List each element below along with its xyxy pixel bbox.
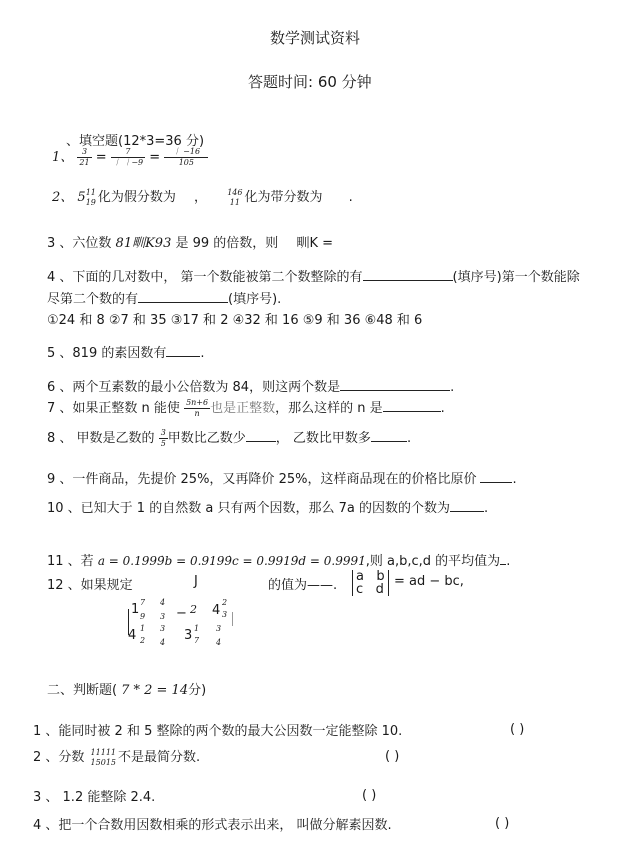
- q8-fraction: $\frac{3}{5}$: [160, 428, 166, 448]
- section2-heading-text: 二、判断题(: [47, 683, 118, 698]
- q12-det-9: 9: [140, 612, 146, 621]
- question-1: [52, 146, 208, 168]
- question-11: [47, 550, 510, 569]
- q12-det-1c: 1: [194, 624, 200, 633]
- q1-equals-2: =: [149, 150, 161, 165]
- judge-item-4-answer[interactable]: ( ): [495, 816, 510, 831]
- q3-text: 3 、六位数: [47, 236, 112, 251]
- q1-number: 1、: [52, 150, 74, 165]
- question-4-line-2: [47, 288, 281, 307]
- question-12: [47, 574, 133, 593]
- q4-blank-1[interactable]: [363, 268, 453, 281]
- q11-text: 11 、若: [47, 554, 94, 569]
- section1-heading: 、填空题(12*3=36 分): [66, 134, 205, 149]
- q12-det-4: 4: [160, 598, 166, 607]
- judge-item-3: 3 、 1.2 能整除 2.4.: [33, 790, 156, 805]
- q10-end: .: [483, 501, 489, 516]
- q12-det-4c: 4: [128, 628, 137, 643]
- q2-whole: 5: [77, 190, 86, 205]
- q4-text-2: 尽第二个数的有: [47, 292, 139, 307]
- q12-det-3e: 3: [216, 624, 222, 633]
- q10-text: 10 、已知大于 1 的自然数 a 只有两个因数，那么 7a 的因数的个数为: [47, 501, 450, 516]
- q4-text-1: 4 、下面的几对数中， 第一个数能被第二个数整除的有: [47, 270, 363, 285]
- q9-text: 9 、一件商品，先提价 25%，又再降价 25%，这样商品现在的价格比原价: [47, 472, 477, 487]
- q11-text-2: ,则 a,b,c,d 的平均值为: [365, 554, 501, 569]
- q2-text-1: 化为假分数为: [97, 190, 176, 205]
- q2-end: .: [348, 190, 353, 205]
- question-9: [47, 468, 517, 487]
- q12-det-3: 3: [160, 612, 166, 621]
- q7-text: 7 、如果正整数 n 能使: [47, 401, 180, 416]
- q1-fraction-3: $\frac{︱ -16}{105}$: [164, 147, 208, 168]
- question-4-options: ①24 和 8 ②7 和 35 ③17 和 2 ④32 和 16 ⑤9 和 36 ⑥48 和 6: [47, 313, 423, 328]
- q12-det-bar-right: [232, 612, 233, 626]
- q4-tail-1: (填序号)第一个数能除: [452, 270, 580, 285]
- section2-heading-expr: 7 * 2 = 14: [121, 683, 189, 698]
- question-8: [47, 427, 411, 449]
- q8-blank-2[interactable]: [371, 429, 407, 442]
- q5-blank[interactable]: [166, 344, 200, 357]
- document-subtitle: 答题时间: 60 分钟: [248, 73, 372, 91]
- judge-item-2: [33, 746, 200, 768]
- question-5: [47, 342, 205, 361]
- section2-heading: [47, 679, 206, 698]
- judge-item-3-answer[interactable]: ( ): [362, 788, 377, 803]
- q10-blank[interactable]: [450, 499, 484, 512]
- q5-end: .: [200, 346, 205, 361]
- q7-text-2: ，那么这样的 n 是: [275, 401, 383, 416]
- q2-number: 2、: [52, 190, 74, 205]
- q12-det-3b: 3: [222, 610, 228, 619]
- q7-blank[interactable]: [383, 399, 441, 412]
- q6-text: 6 、两个互素数的最小公倍数为 84，则这两个数是: [47, 380, 341, 395]
- q12-det-2c: 2: [140, 636, 146, 645]
- q3-number: 81甽K93: [115, 236, 172, 251]
- q3-text-2: 是 99 的倍数，则: [175, 236, 279, 251]
- q12-det-4b: 4: [212, 603, 221, 618]
- question-3: [47, 232, 333, 251]
- q12-det-3c: 3: [160, 624, 166, 633]
- q8-text-3: ， 乙数比甲数多: [275, 431, 371, 446]
- q3-text-3: 甽K =: [296, 236, 333, 251]
- q12-det-2: 2: [190, 603, 197, 616]
- q12-det-2b: 2: [222, 598, 228, 607]
- question-2: [52, 186, 353, 208]
- q8-text: 8 、 甲数是乙数的: [47, 431, 155, 446]
- q12-det-7: 7: [140, 598, 146, 607]
- q9-end: .: [512, 472, 517, 487]
- judge-item-2-text-b: 不是最简分数.: [118, 750, 201, 765]
- q12-det-4e: 4: [216, 638, 222, 647]
- q12-det-3d: 3: [184, 628, 193, 643]
- q7-fraction: $\frac{5n+6}{n}$: [186, 398, 209, 418]
- judge-item-2-fraction: 11111 15015: [90, 747, 116, 767]
- q1-equals-1: =: [95, 150, 107, 165]
- question-10: [47, 497, 488, 516]
- q2-comma: ，: [194, 190, 208, 205]
- q8-end: .: [406, 431, 412, 446]
- q1-fraction-1: $\frac{3}{21}$: [79, 147, 90, 167]
- q2-text-2: 化为带分数为: [244, 190, 323, 205]
- question-4-line-1: [47, 266, 580, 285]
- q5-text: 5 、819 的素因数有: [47, 346, 167, 361]
- q12-det-7b: 7: [194, 636, 200, 645]
- q2-fraction-2: 146 11: [227, 187, 243, 207]
- q12-mark: J: [194, 574, 198, 589]
- q11-expression: a = 0.1999̇b = 0.9199̇c = 0.9919̇d = 0.9991̇: [97, 554, 366, 568]
- judge-item-2-answer[interactable]: ( ): [385, 749, 400, 764]
- q6-end: .: [450, 380, 455, 395]
- q12-matrix-definition: a b c d: [352, 570, 389, 596]
- q4-blank-2[interactable]: [138, 290, 228, 303]
- q7-mid: 也是正整数: [210, 401, 276, 416]
- question-7: [47, 397, 445, 419]
- q8-text-2: 甲数比乙数少: [167, 431, 246, 446]
- q9-blank[interactable]: [480, 470, 512, 483]
- q12-text-3: = ad − bc,: [394, 574, 464, 589]
- q1-fraction-2: $\frac{7}{︱ ︱-9}$: [112, 147, 144, 167]
- section2-heading-end: 分): [188, 683, 207, 698]
- q12-det-1b: 1: [140, 624, 146, 633]
- judge-item-1: 1 、能同时被 2 和 5 整除的两个数的最大公因数一定能整除 10.: [33, 724, 403, 739]
- q12-text: 12 、如果规定: [47, 578, 133, 593]
- question-6: [47, 376, 454, 395]
- document-title: 数学测试资料: [270, 29, 361, 47]
- q12-det-minus: −: [176, 606, 187, 621]
- judge-item-4: 4 、把一个合数用因数相乘的形式表示出来， 叫做分解素因数.: [33, 818, 392, 833]
- q8-blank-1[interactable]: [246, 429, 276, 442]
- q12-det-1: 1: [131, 602, 140, 617]
- judge-item-2-text: 2 、分数: [33, 750, 85, 765]
- q12-text-2: 的值为——.: [268, 578, 338, 593]
- judge-item-1-answer[interactable]: ( ): [510, 722, 525, 737]
- q11-end: .: [506, 554, 511, 569]
- q4-tail-2: (填序号).: [228, 292, 282, 307]
- q6-blank[interactable]: [340, 378, 450, 391]
- q2-fraction-1: 11 19: [85, 187, 96, 207]
- q7-end: .: [440, 401, 445, 416]
- q12-det-4d: 4: [160, 638, 166, 647]
